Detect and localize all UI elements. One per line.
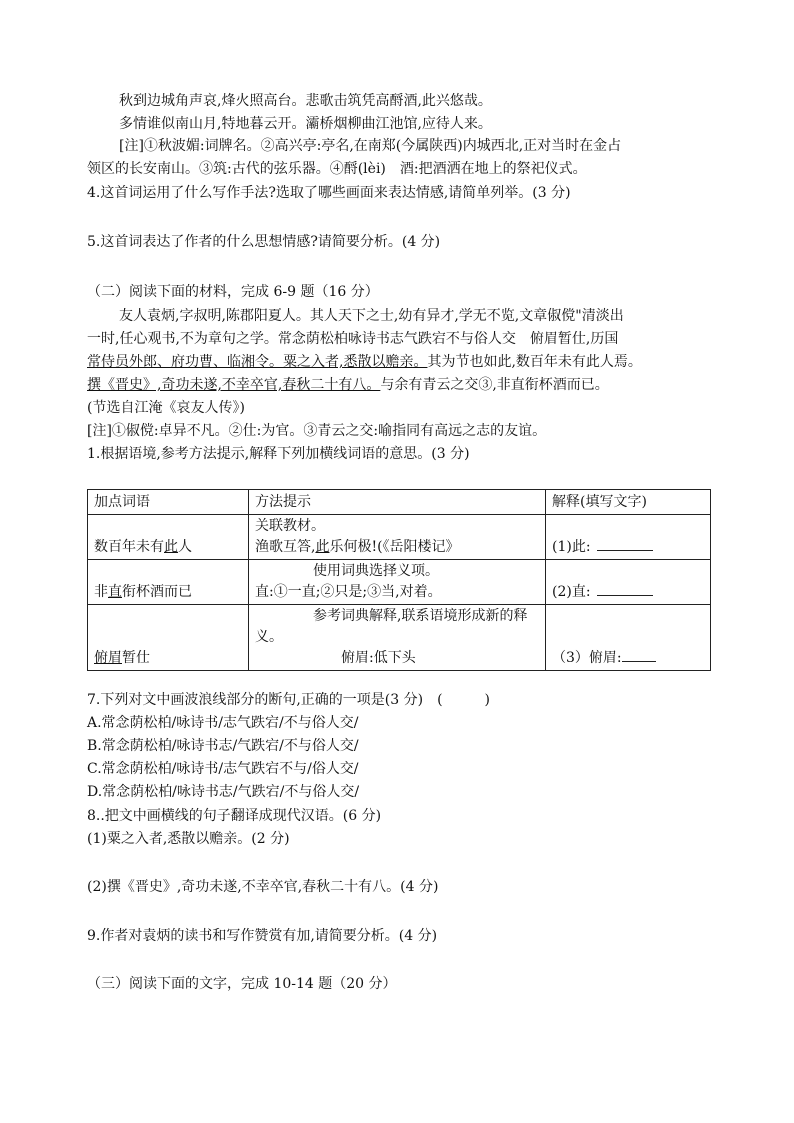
question-8-sub-1: (1)粟之入者,悉散以赡亲。(2 分) [87, 831, 290, 847]
passage-line-1: 友人袁炳,字叔明,陈郡阳夏人。其人天下之士,幼有异才,学无不览,文章俶傥"清淡出 [119, 308, 624, 324]
poem-note-line-1: [注]①秋波媚:词牌名。②高兴亭:亭名,在南郑(今属陕西)内城西北,正对当时在金占 [119, 138, 622, 154]
answer-cell: （3）俯眉: [546, 605, 711, 671]
table-row [88, 560, 711, 605]
method-hint: 参考词典解释,联系语境形成新的释义。 俯眉:低下头 [249, 605, 546, 671]
question-1: 1.根据语境,参考方法提示,解释下列加横线词语的意思。(3 分) [87, 446, 470, 462]
question-7: 7.下列对文中画波浪线部分的断句,正确的一项是(3 分) ( ) [87, 692, 491, 708]
method-hint: 使用词典选择义项。 直:①一直;②只是;③当,对着。 [249, 560, 546, 605]
vocab-word: 数百年未有此人 [88, 515, 249, 560]
table-header-cell: 方法提示 [249, 490, 546, 515]
passage-text: 其为节也如此,数百年未有此人焉。 [427, 354, 642, 370]
answer-cell: (2)直: [546, 560, 711, 605]
poem-line-1: 秋到边城角声哀,烽火照高台。悲歌击筑凭高酹酒,此兴悠哉。 [119, 93, 492, 109]
passage-text: 与余有青云之交③,非直衔杯酒而已。 [380, 377, 609, 393]
section-3-heading: （三）阅读下面的文字，完成 10-14 题（20 分） [87, 976, 397, 992]
method-hint: 关联教材。 渔歌互答,此乐何极!(《岳阳楼记》 [249, 515, 546, 560]
table-header-cell: 解释(填写文字) [546, 490, 711, 515]
passage-line-3 [87, 352, 642, 372]
passage-note: [注]①俶傥:卓异不凡。②仕:为官。③青云之交:喻指同有高远之志的友谊。 [87, 423, 547, 439]
underlined-sentence-2: 撰《晋史》,奇功未遂,不幸卒官,春秋二十有八。 [87, 377, 381, 393]
section-2-heading: （二）阅读下面的材料，完成 6-9 题（16 分） [87, 284, 379, 300]
vocab-table [87, 489, 711, 671]
passage-line-4 [87, 375, 609, 395]
passage-line-2: 一时,任心观书,不为章句之学。常念荫松柏咏诗书志气跌宕不与俗人交 俯眉暂仕,历国 [87, 331, 619, 347]
answer-cell: (1)此: [546, 515, 711, 560]
underlined-word: 俯眉 [94, 650, 122, 666]
question-9: 9.作者对袁炳的读书和写作赞赏有加,请简要分析。(4 分) [87, 928, 438, 944]
vocab-word: 俯眉暂仕 [88, 605, 249, 671]
question-5: 5.这首词表达了作者的什么思想情感?请简要分析。(4 分) [87, 234, 441, 250]
question-4: 4.这首词运用了什么写作手法?选取了哪些画面来表达情感,请简单列举。(3 分) [87, 185, 571, 201]
table-header-row [88, 490, 711, 515]
answer-blank[interactable] [622, 647, 656, 662]
passage-source: (节选自江淹《哀友人传》) [87, 400, 245, 416]
question-8-sub-2: (2)撰《晋史》,奇功未遂,不幸卒官,春秋二十有八。(4 分) [87, 879, 439, 895]
poem-line-2: 多情谁似南山月,特地暮云开。灞桥烟柳曲江池馆,应待人来。 [119, 116, 492, 132]
poem-note-line-2: 领区的长安南山。③筑:古代的弦乐器。④酹(lèi) 酒:把酒洒在地上的祭祀仪式。 [87, 161, 587, 177]
underlined-word: 此 [164, 539, 178, 555]
vocab-word: 非直衔杯酒而已 [88, 560, 249, 605]
answer-blank[interactable] [597, 536, 653, 551]
underlined-word: 直 [108, 584, 122, 600]
option-d[interactable]: D.常念荫松柏/咏诗书志/气跌宕/不与俗人交/ [87, 784, 360, 800]
option-a[interactable]: A.常念荫松柏/咏诗书/志气跌宕/不与俗人交/ [87, 715, 359, 731]
option-b[interactable]: B.常念荫松柏/咏诗书志/气跌宕/不与俗人交/ [87, 738, 359, 754]
table-row [88, 605, 711, 671]
question-8: 8..把文中画横线的句子翻译成现代汉语。(6 分) [87, 808, 382, 824]
answer-blank[interactable] [597, 581, 653, 596]
table-row [88, 515, 711, 560]
underlined-sentence-1: 常侍员外郎、府功曹、临湘令。粟之入者,悉散以赡亲。 [87, 354, 428, 370]
table-header-cell: 加点词语 [88, 490, 249, 515]
option-c[interactable]: C.常念荫松柏/咏诗书/志气跌宕不与/俗人交/ [87, 761, 359, 777]
